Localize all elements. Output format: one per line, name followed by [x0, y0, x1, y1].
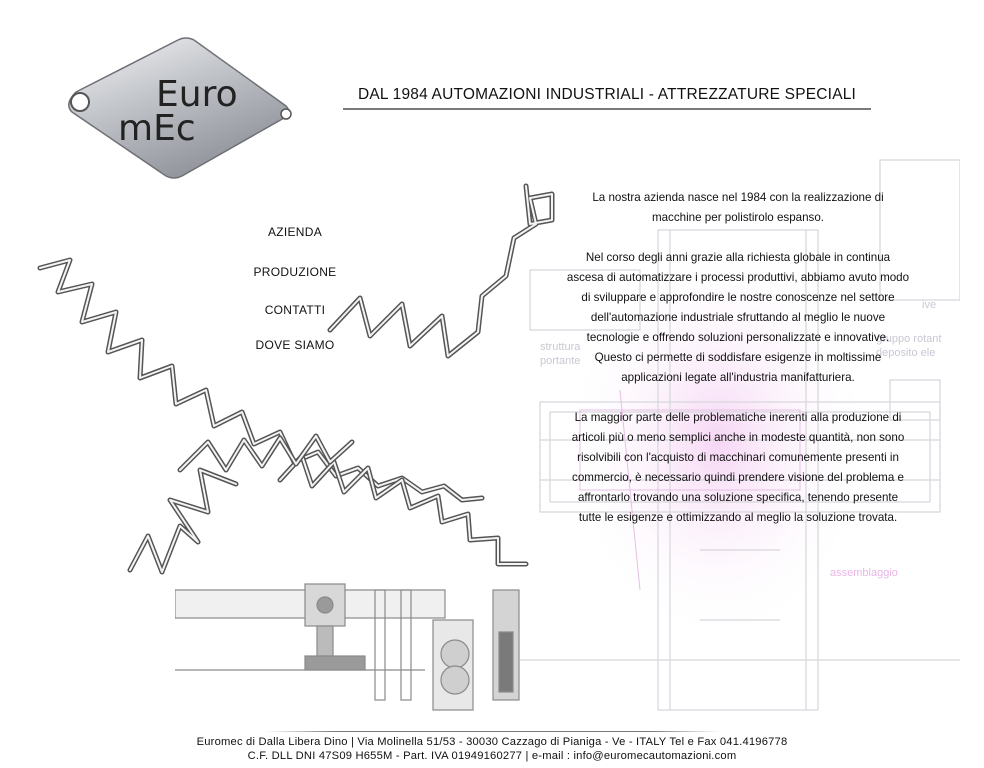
logo-text-top: Euro	[156, 74, 238, 115]
machine-drawing-bottom	[175, 570, 545, 720]
nav-item-azienda[interactable]: AZIENDA	[267, 225, 323, 239]
footer-tax-and-email: C.F. DLL DNI 47S09 H655M - Part. IVA 01949160277 | e-mail : info@euromecautomazioni.com	[247, 750, 737, 762]
description-paragraph-4: La maggior parte delle problematiche inerenti alla produzione di articoli più o meno semplici anche in modeste quantità, non sono risolvibili con l'acquisto di macchinari comunemente presenti in commercio, è necessario quindi prendere visione del problema e affrontarlo trovando una soluzione specifica, tenendo presente tutte le esigenze e ottimizzando al meglio la soluzione trovata.	[571, 411, 905, 524]
description-paragraph-2: Nel corso degli anni grazie alla richiesta globale in continua ascesa di automatizzare i processi produttivi, abbiamo avuto modo di sviluppare e approfondire le nostre conoscenze nel settore dell'automazione industriale sfruttando al meglio le nuove tecnologie e offrendo soluzioni personalizzate e innovative.	[566, 251, 910, 344]
nav-item-dove-siamo[interactable]: DOVE SIAMO	[255, 338, 335, 352]
bg-label-left-2: portante	[540, 355, 581, 367]
bg-label-right-2: deposito ele	[876, 347, 936, 359]
nav-item-produzione[interactable]: PRODUZIONE	[253, 265, 337, 279]
nav-item-contatti[interactable]: CONTATTI	[264, 303, 326, 317]
bg-label-right-1: gruppo rotant	[876, 333, 942, 345]
bg-label-left-1: struttura	[540, 341, 581, 353]
logo-text-bottom: mEc	[118, 108, 196, 149]
footer-address: Euromec di Dalla Libera Dino | Via Molinella 51/53 - 30030 Cazzago di Pianiga - Ve - ITALY Tel e Fax 041.4196778	[196, 736, 788, 748]
footer-divider	[266, 731, 720, 732]
company-tagline: DAL 1984 AUTOMAZIONI INDUSTRIALI - ATTREZZATURE SPECIALI	[343, 86, 871, 110]
main-navigation	[230, 222, 360, 352]
page-footer	[0, 735, 984, 763]
euromec-logo[interactable]	[58, 34, 300, 184]
description-paragraph-1: La nostra azienda nasce nel 1984 con la realizzazione di macchine per polistirolo espanso.	[592, 191, 884, 224]
bg-label-right-top: ive	[922, 299, 937, 311]
bg-label-bottom: assemblaggio	[830, 567, 898, 579]
company-description	[566, 188, 910, 548]
description-paragraph-3: Questo ci permette di soddisfare esigenze in moltissime applicazioni legate all'industria manifatturiera.	[594, 351, 882, 384]
